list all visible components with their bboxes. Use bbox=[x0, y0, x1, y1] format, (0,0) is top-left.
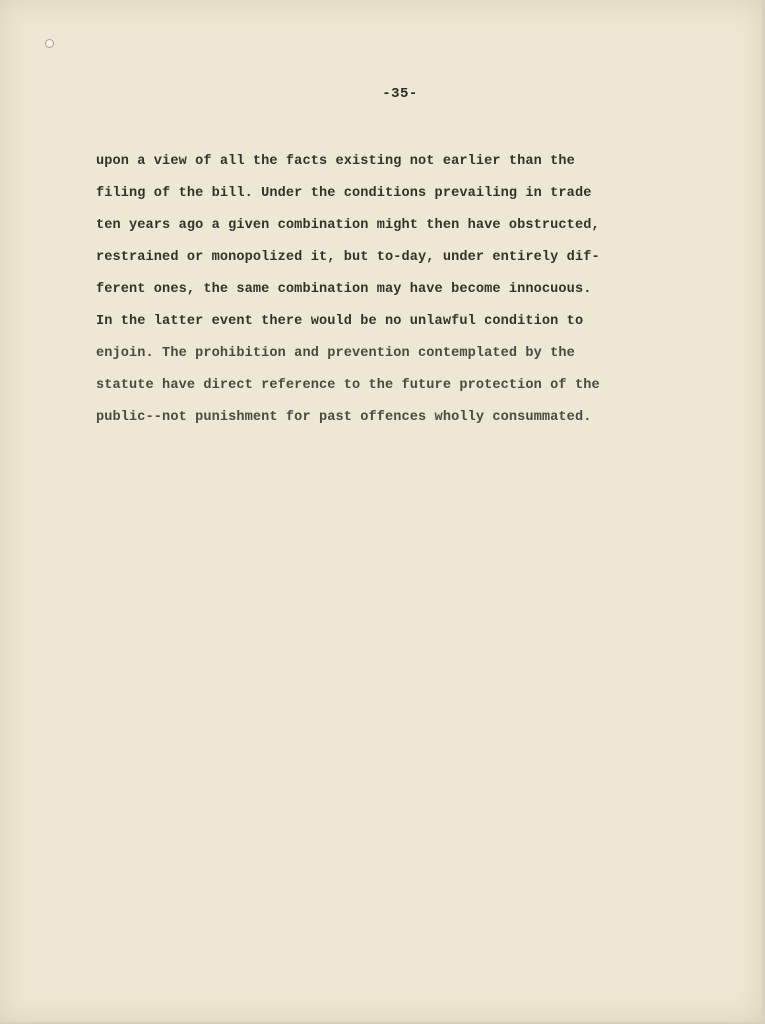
text-line: upon a view of all the facts existing not earlier than the bbox=[96, 154, 575, 169]
text-line: ferent ones, the same combination may have become innocuous. bbox=[96, 282, 592, 297]
text-line: restrained or monopolized it, but to-day, under entirely dif- bbox=[96, 250, 600, 265]
text-line: public--not punishment for past offences wholly consummated. bbox=[96, 410, 592, 425]
page-number: -35- bbox=[382, 86, 418, 102]
text-line: statute have direct reference to the future protection of the bbox=[96, 378, 600, 393]
text-line: enjoin. The prohibition and prevention contemplated by the bbox=[96, 346, 575, 361]
punch-hole bbox=[45, 39, 54, 48]
text-line: ten years ago a given combination might then have obstructed, bbox=[96, 218, 600, 233]
text-line: In the latter event there would be no unlawful condition to bbox=[96, 314, 584, 329]
text-line: filing of the bill. Under the conditions prevailing in trade bbox=[96, 186, 592, 201]
body-paragraph bbox=[96, 146, 696, 434]
